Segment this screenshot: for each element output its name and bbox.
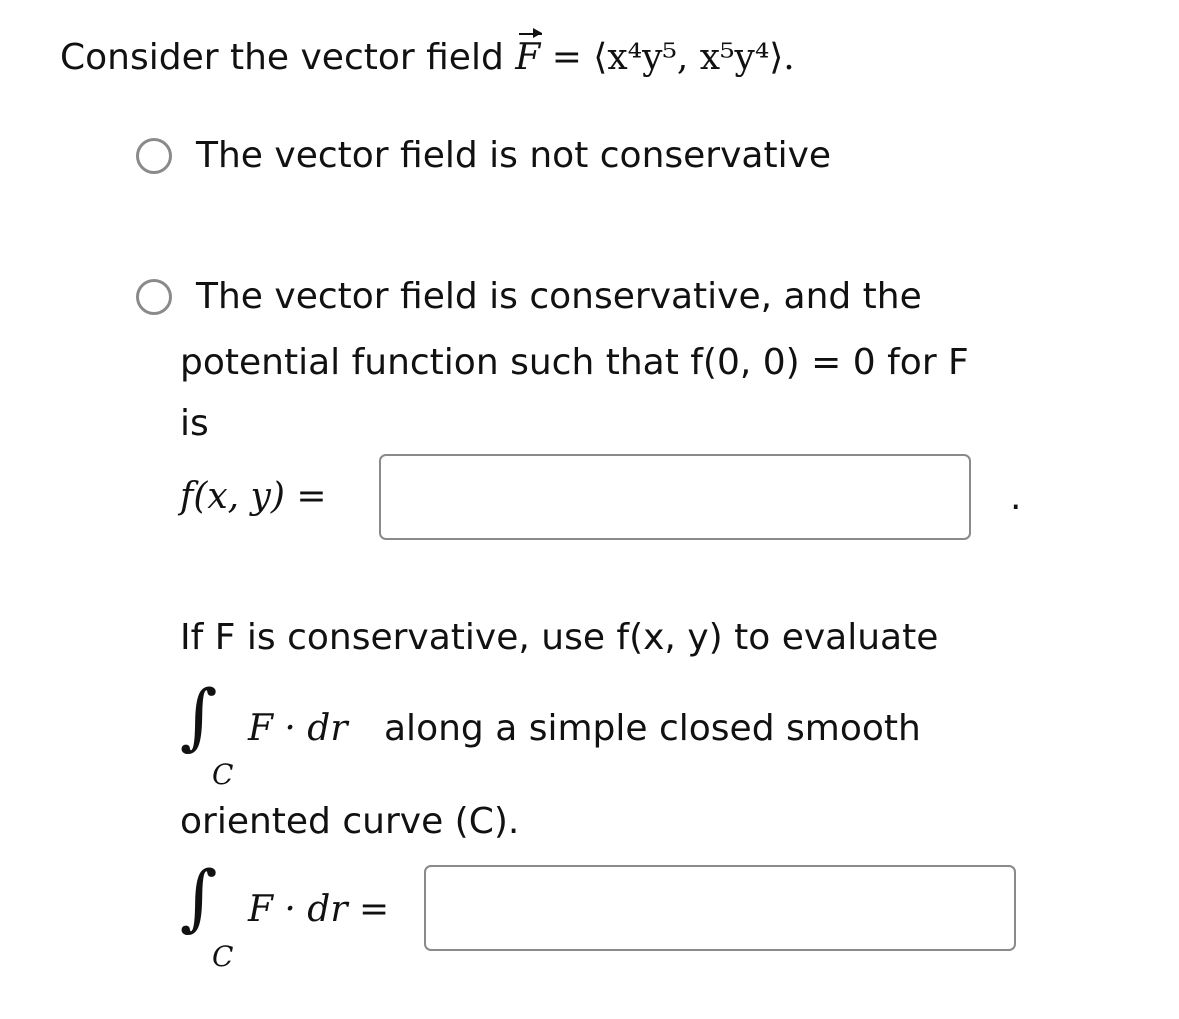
- integral-subscript: C: [212, 758, 234, 791]
- option-not-conservative-radio[interactable]: [136, 138, 172, 174]
- option-not-conservative-label[interactable]: The vector field is not conservative: [196, 135, 832, 176]
- evaluate-line2-rest: along a simple closed smooth: [384, 708, 921, 749]
- potential-trailing-period: .: [1010, 477, 1022, 518]
- option-conservative-label-line3: is: [180, 403, 209, 444]
- option-conservative-label-line1[interactable]: The vector field is conservative, and the: [196, 276, 922, 317]
- evaluate-line3: oriented curve (C).: [180, 801, 520, 842]
- question-intro-prefix: Consider the vector field: [60, 37, 504, 78]
- integral-sign: ∫: [180, 674, 218, 758]
- option-conservative-label-line2: potential function such that f(0, 0) = 0 for F: [180, 342, 969, 383]
- result-integral-sign: ∫: [180, 855, 218, 939]
- vector-field-expression: = ⟨x⁴y⁵, x⁵y⁴⟩.: [551, 37, 795, 78]
- potential-function-input[interactable]: [379, 454, 971, 540]
- integrand: F · dr: [248, 708, 348, 749]
- vector-field-name: F: [515, 37, 541, 78]
- question-intro: [60, 36, 795, 80]
- line-integral-input[interactable]: [424, 865, 1016, 951]
- evaluate-line1: If F is conservative, use f(x, y) to evaluate: [180, 617, 939, 658]
- result-lhs: F · dr =: [248, 889, 390, 930]
- option-conservative-radio[interactable]: [136, 279, 172, 315]
- potential-function-lhs: f(x, y) =: [180, 476, 327, 517]
- result-integral-subscript: C: [212, 940, 234, 973]
